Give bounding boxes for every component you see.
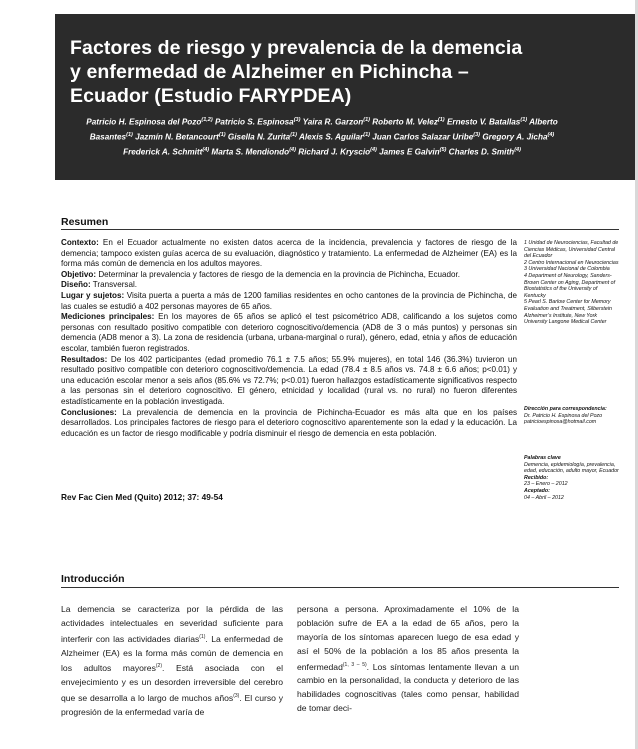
ref-sup: (1, 3 – 5) [342,661,367,668]
intro-left-text-2: . La enfermedad de Alzheimer (EA) es la forma más común de demencia en los adultos mayores [61,633,283,674]
intro-left-text-3: . Está asociada con el envejecimiento y es un desorden irreversible del cerebro que se desarrolla a lo largo de muchos años [61,663,283,704]
title-banner [55,14,638,180]
author-name: Patricio H. Espinosa del Pozo [86,117,202,127]
author-name: Patricio S. Espinosa [214,117,294,127]
abstract-text: La prevalencia de demencia en la provincia de Pichincha-Ecuador es más alta que en los países desarrollados. Los principales factores de riesgo para el deterioro cognoscitivo aparentemente son la edad y la educación. La educación es un factor de riesgo modificable y podría disminuir el riesgo de demencia en esta población. [61,407,517,438]
author-name: Frederick A. Schmitt [123,147,203,157]
author-name: James E Galvin [379,147,440,157]
abstract-paragraph [61,291,517,312]
abstract-paragraph [61,312,517,354]
author-affiliation-sup: (3) [473,131,481,138]
author-name: Alberto Basantes [89,117,558,142]
author-affiliation-sup: (1) [363,131,370,138]
abstract-text: En el Ecuador actualmente no existen datos acerca de la incidencia, prevalencia y factores de riesgo de la demencia; tampoco existen guías acerca de su evaluación, diagnóstico y tratamiento. La enfermedad de Alzheimer (EA) es la forma más común de demencia en los adultos mayores. [61,238,517,269]
author-affiliation-sup: (4) [202,146,210,153]
author-affiliation-sup: (1) [126,131,133,138]
received-date: 23 – Enero – 2012 [524,481,568,488]
intro-right-text-1: persona a persona. Aproximadamente el 10% de la población sufre de EA a la edad de 65 años, pero la mayoría de los síntomas aparecen luego de esa edad y así el 50% de la población a los 85 años presenta la enfermedad [297,604,519,672]
author-affiliation-sup: (1) [290,131,297,138]
author-name: Gregory A. Jicha [482,132,548,142]
abstract-label: Diseño: [61,280,91,290]
intro-heading: Introducción [61,573,125,585]
author-affiliation-sup: (1) [437,117,445,123]
ref-sup: (3) [233,693,240,700]
abstract-text: Visita puerta a puerta a más de 1200 familias residentes en ocho cantones de la provincia de Pichincha, de las cuales se estudió a 402 personas mayores de 65 años. [61,290,517,311]
author-name: Juan Carlos Salazar Uribe [372,132,474,142]
keywords-block [524,455,619,501]
abstract-label: Resultados: [61,354,108,364]
author-affiliation-sup: (3) [293,117,301,123]
keywords-label: Palabras clave [524,455,561,461]
abstract-label: Conclusiones: [61,407,117,417]
abstract-label: Contexto: [61,238,99,247]
resumen-heading: Resumen [61,216,109,228]
keywords-text: Demencia, epidemiología, prevalencia, edad, educación, adulto mayor, Ecuador [524,461,619,475]
correspondence-email: patricioespinosa@hotmail.com [524,419,597,426]
abstract-text: De los 402 participantes (edad promedio 76.1 ± 7.5 años; 55.9% mujeres), en total 146 (36.3%) tuvieron un resultado positivo compatible con deterioro cognoscitivo/demencia. La edad (78.4 ± 8.5 años vs. 74.8 ± 6.6 años; p<0.01) y una educación escolar menor a seis años (85.6% vs 72.7%; p<0.01) fueron hallazgos estadísticamente significativos respecto a las personas sin el deterioro cognoscitivo. El género, etnicidad y localidad (rural vs. no rural) no fueron diferentes estadísticamente en la población investigada. [61,354,517,406]
author-affiliation-sup: (4) [289,146,296,153]
author-affiliation-sup: (4) [370,146,377,153]
author-name: Charles D. Smith [448,147,515,157]
abstract-text: En los mayores de 65 años se aplicó el test psicométrico AD8, calificando a los sujetos como personas con resultado positivo compatible con deterioro cognoscitivo/demencia (AD8 de 3 o más puntos) y personas sin demencia (AD8 menor a 3). La zona de residencia (urbana, urbana-marginal o rural), género, edad, etnia y años de educación escolar, también fueron registrados. [61,312,517,353]
correspondence [524,406,619,426]
affiliations [524,240,619,326]
ref-sup: (1) [199,633,206,640]
abstract-paragraph [61,355,517,408]
correspondence-name: Dr. Patricio H. Espinosa del Pozo [524,412,603,419]
abstract-paragraph [61,270,517,281]
accepted-date: 04 – Abril – 2012 [524,494,564,501]
abstract-paragraph [61,408,517,440]
author-name: Yaira R. Garzon [302,117,364,127]
author-name: Ernesto V. Batallas [446,117,521,127]
resumen-rule [61,229,619,230]
abstract-body [61,238,517,439]
abstract-paragraph [61,280,517,291]
intro-left-text-4: . El curso y progresión de la enfermedad varía de [61,693,283,717]
abstract-label: Lugar y sujetos: [61,290,125,300]
author-affiliation-sup: (1) [363,117,370,123]
correspondence-label: Dirección para correspondencia: [524,406,607,412]
intro-column-right [297,603,519,716]
author-name: Alexis S. Aguilar [298,132,364,142]
author-affiliation-sup: (5) [439,146,447,153]
author-affiliation-sup: (4) [547,131,555,138]
intro-left-text-1: La demencia se caracteriza por la pérdida de las actividades intelectuales en severidad suficiente para interferir con las actividades diarias [61,604,283,644]
received-label: Recibido: [524,474,549,481]
accepted-label: Aceptado: [524,487,550,494]
abstract-text: Transversal. [90,280,138,290]
journal-citation: Rev Fac Cien Med (Quito) 2012; 37: 49-54 [61,492,223,502]
ref-sup: (2) [155,663,162,670]
author-affiliation-sup: (1) [218,131,226,138]
author-affiliation-sup: (1,2) [201,117,213,123]
article-title: Factores de riesgo y prevalencia de la demencia y enfermedad de Alzheimer en Pichincha – Ecuador (Estudio FARYPDEA) [70,37,523,107]
abstract-paragraph [61,238,517,270]
author-name: Gisella N. Zurita [227,132,291,142]
affiliation-item: 4 Department of Neurology, Sanders-Brown Center on Aging, Department of Biostatistics of the University of Kentucky [524,272,616,299]
author-name: Marta S. Mendiondo [211,147,290,157]
intro-rule [61,587,619,588]
author-name: Jazmín N. Betancourt [135,132,219,142]
author-affiliation-sup: (1) [520,117,528,123]
abstract-label: Mediciones principales: [61,312,155,322]
affiliation-item: 5 Pearl S. Barlow Center for Memory Evaluation and Treatment, Silberstein Alzheimer’s Institute, New York University Langone Medical Center [524,299,612,326]
author-list [77,114,567,159]
affiliation-item: 1 Unidad de Neurociencias, Facultad de Ciencias Médicas, Universidad Central del Ecuador [524,240,619,260]
author-affiliation-sup: (4) [514,146,521,153]
author-name: Richard J. Kryscio [298,147,371,157]
author-name: Roberto M. Velez [372,117,438,127]
intro-column-left [61,603,283,720]
abstract-label: Objetivo: [61,269,97,279]
affiliation-item: 2 Centro Internacional en Neurociencias [524,259,619,266]
intro-right-text-2: . Los síntomas lentamente llevan a un cambio en la personalidad, la conducta y deterioro de las habilidades cognoscitivas (tales como pensar, habilidad de tomar deci- [297,661,519,714]
abstract-text: Determinar la prevalencia y factores de riesgo de la demencia en la provincia de Pichincha, Ecuador. [96,269,461,279]
top-margin [0,0,638,14]
affiliation-item: 3 Universidad Nacional de Colombia [524,266,610,273]
